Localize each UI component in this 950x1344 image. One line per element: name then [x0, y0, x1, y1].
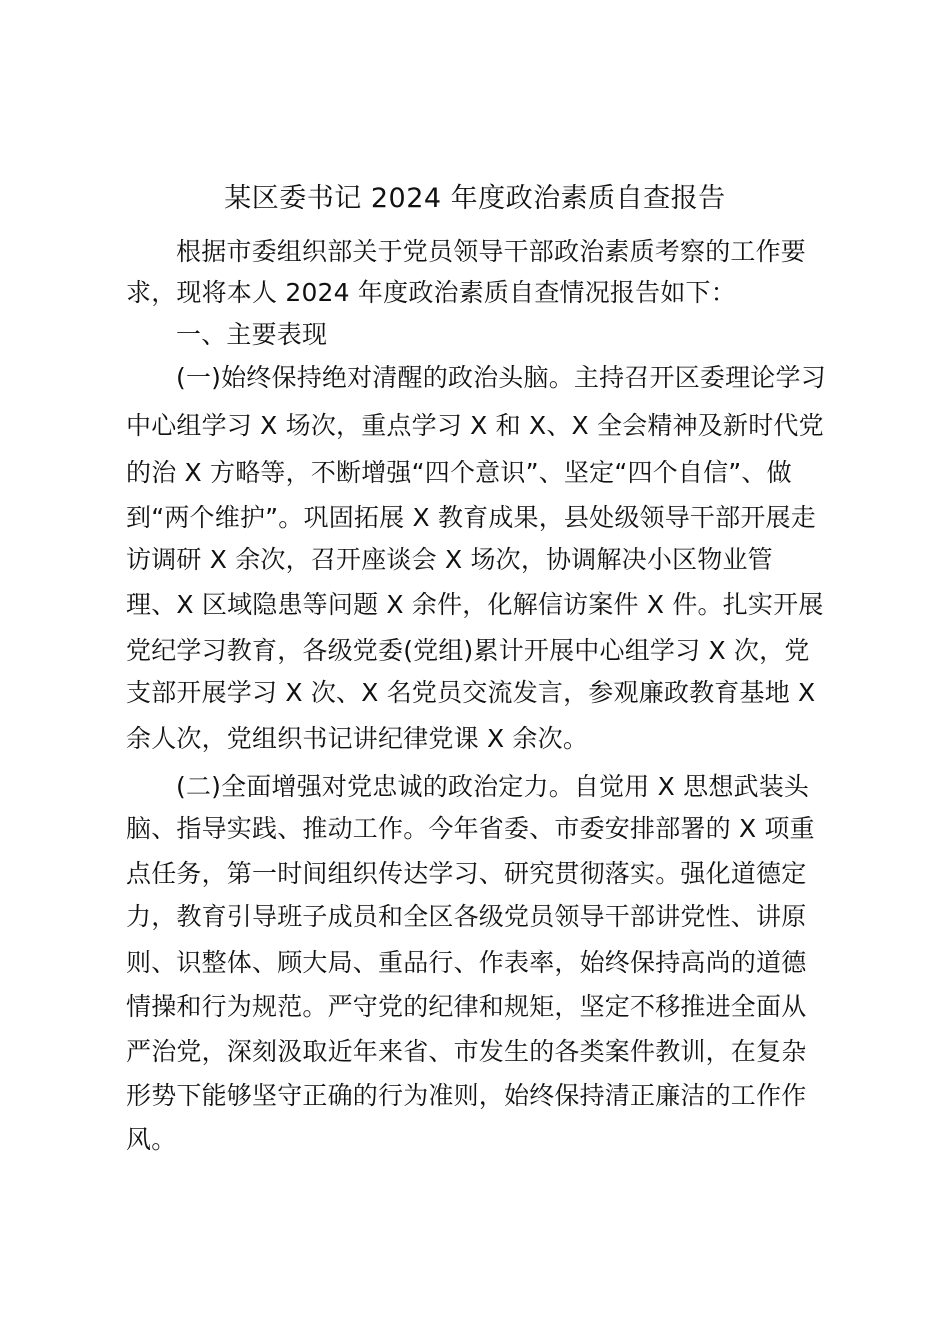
- body-line-2: 求，现将本人 2024 年度政治素质自查情况报告如下：: [126, 278, 736, 307]
- section-heading-main-performance: 一、主要表现: [176, 320, 328, 349]
- body-line-8: 访调研 X 余次，召开座谈会 X 场次，协调解决小区物业管: [126, 545, 773, 574]
- body-line-11: 支部开展学习 X 次、X 名党员交流发言，参观廉政教育基地 X: [126, 678, 816, 707]
- body-line-9: 理、X 区域隐患等问题 X 余件，化解信访案件 X 件。扎实开展: [126, 590, 824, 619]
- document-title: 某区委书记 2024 年度政治素质自查报告: [224, 183, 726, 214]
- body-line-7: 到“两个维护”。巩固拓展 X 教育成果，县处级领导干部开展走: [126, 503, 816, 532]
- body-line-14: 脑、指导实践、推动工作。今年省委、市委安排部署的 X 项重: [126, 814, 815, 843]
- body-line-13: (二)全面增强对党忠诚的政治定力。自觉用 X 思想武装头: [176, 772, 810, 801]
- body-line-17: 则、识整体、顾大局、重品行、作表率，始终保持高尚的道德: [126, 948, 807, 977]
- body-line-15: 点任务，第一时间组织传达学习、研究贯彻落实。强化道德定: [126, 859, 807, 888]
- body-line-19: 严治党，深刻汲取近年来省、市发生的各类案件教训，在复杂: [126, 1037, 807, 1066]
- body-line-4: (一)始终保持绝对清醒的政治头脑。主持召开区委理论学习: [176, 363, 826, 392]
- body-line-5: 中心组学习 X 场次，重点学习 X 和 X、X 全会精神及新时代党: [126, 411, 824, 440]
- body-line-20: 形势下能够坚守正确的行为准则，始终保持清正廉洁的工作作: [126, 1081, 807, 1110]
- body-line-10: 党纪学习教育，各级党委(党组)累计开展中心组学习 X 次，党: [126, 636, 810, 665]
- body-line-6: 的治 X 方略等，不断增强“四个意识”、坚定“四个自信”、做: [126, 458, 792, 487]
- body-line-12: 余人次，党组织书记讲纪律党课 X 余次。: [126, 724, 589, 753]
- body-line-1: 根据市委组织部关于党员领导干部政治素质考察的工作要: [176, 237, 807, 266]
- body-line-16: 力，教育引导班子成员和全区各级党员领导干部讲党性、讲原: [126, 902, 807, 931]
- body-line-21: 风。: [126, 1125, 177, 1154]
- body-line-18: 情操和行为规范。严守党的纪律和规矩，坚定不移推进全面从: [126, 992, 807, 1021]
